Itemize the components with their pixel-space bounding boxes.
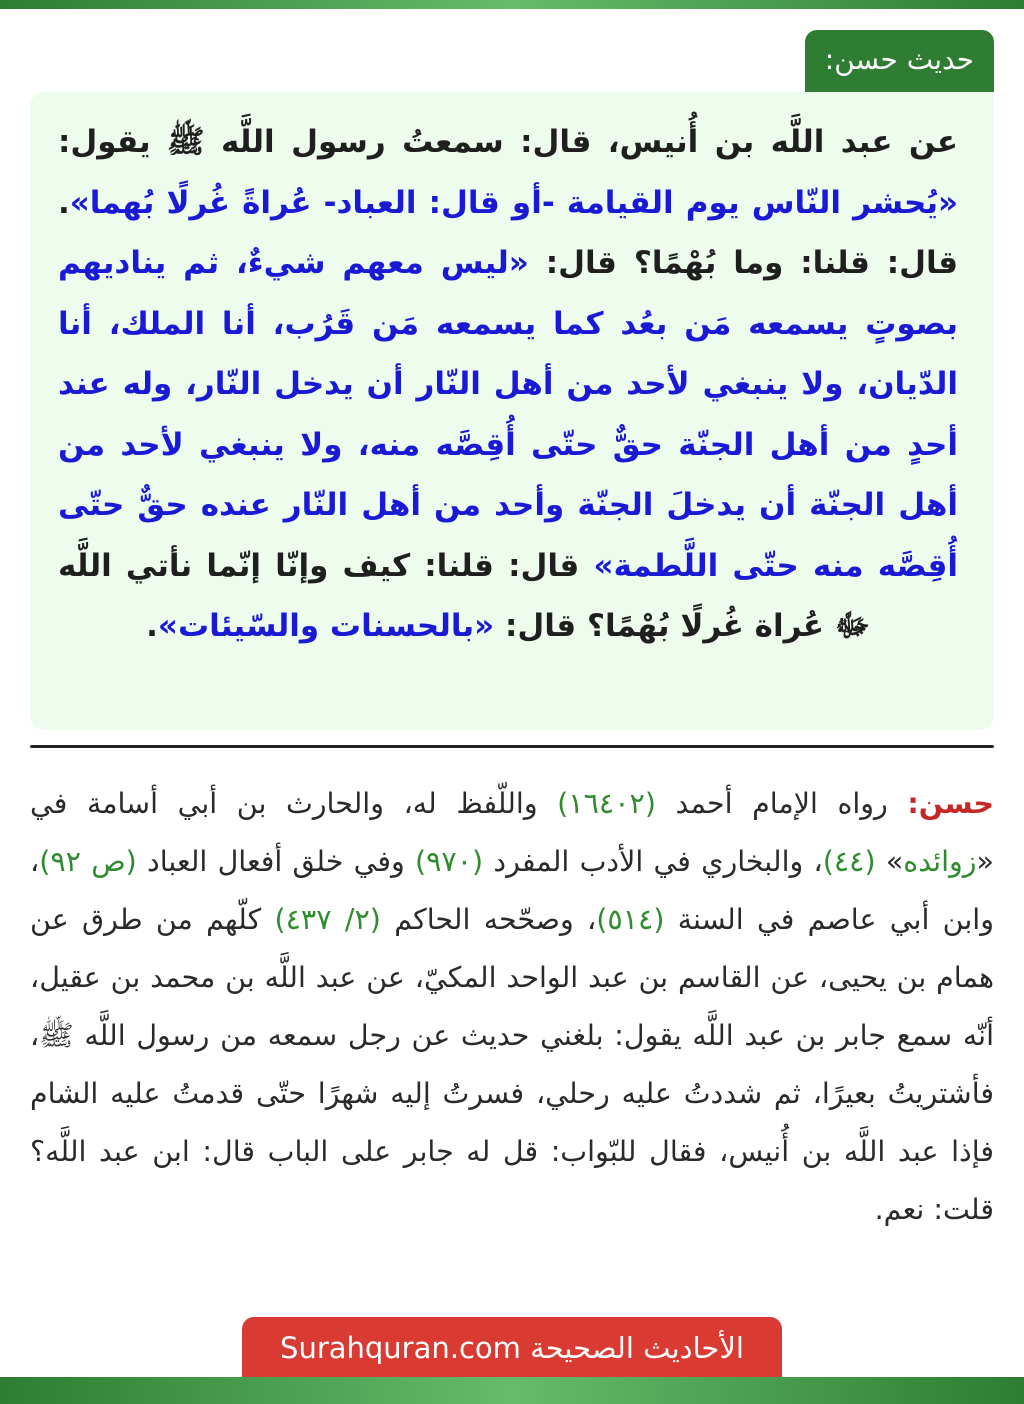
site-badge[interactable]: الأحاديث الصحيحة Surahquran.com [242,1317,782,1379]
hadith-quote-1: «يُحشر النّاس يوم القيامة -أو قال: العباد- عُراةً غُرلًا بُهما» [69,184,958,221]
top-accent-bar [0,0,1024,9]
commentary-text-3: » [875,845,904,878]
commentary-text-7: ، وصحّحه الحاكم [380,903,597,936]
reference-zawaid-number: (٤٤) [822,845,876,878]
reference-adab-mufrad: (٩٧٠) [414,845,484,878]
commentary-text-4: ، والبخاري في الأدب المفرد [483,845,823,878]
reference-ahmad: (١٦٤٠٢) [557,787,656,820]
commentary-text-6: ، وابن أبي عاصم في السنة [30,845,994,936]
hadith-mid-2: قال: قلنا: كيف وإنّا إنّما نأتي اللَّه ﷻ عُراة غُرلًا بُهْمًا؟ قال: [58,547,870,644]
reference-hakim: (٢/ ٤٣٧) [274,903,381,936]
hadith-intro: عن عبد اللَّه بن أُنيس، قال: سمعتُ رسول اللَّه ﷺ يقول: [58,124,958,160]
commentary-text-5: وفي خلق أفعال العباد [136,845,415,878]
reference-sunnah: (٥١٤) [596,903,665,936]
hadith-quote-3: «بالحسنات والسّيئات» [157,608,495,644]
commentary-grade: حسن: [907,787,994,820]
reference-zawaid-title: زوائده [903,845,977,878]
commentary-text-2: واللّفظ له، والحارث بن أبي أسامة في « [30,787,994,878]
reference-khalq-afal: (ص ٩٢) [39,845,137,878]
hadith-mid-1: . قال: قلنا: وما بُهْمًا؟ قال: [58,184,958,281]
takhrij-commentary [30,775,994,1239]
commentary-text-8: كلّهم من طرق عن همام بن يحيى، عن القاسم بن عبد الواحد المكيّ، عن عبد اللَّه بن محمد بن عقيل، أنّه سمع جابر بن عبد اللَّه يقول: بلغني حديث عن رجل سمعه من رسول اللَّه ﷺ، فأشتريتُ بعيرًا، ثم شددتُ عليه رحلي، فسرتُ إليه شهرًا حتّى قدمتُ عليه الشام فإذا عبد اللَّه بن أُنيس، فقال للبّواب: قل له جابر على الباب قال: ابن عبد اللَّه؟ قلت: نعم. [30,903,994,1226]
hadith-quote-2: «ليس معهم شيءٌ، ثم يناديهم بصوتٍ يسمعه مَن بعُد كما يسمعه مَن قَرُب، أنا الملك، أنا الدّيان، ولا ينبغي لأحد من أهل النّار أن يدخل النّار، وله عند أحدٍ من أهل الجنّة حقٌّ حتّى أُقِصَّه منه، ولا ينبغي لأحد من أهل الجنّة أن يدخلَ الجنّة وأحد من أهل النّار عنده حقٌّ حتّى أُقِصَّه منه حتّى اللَّطمة» [58,245,958,584]
hadith-text-box [30,92,994,730]
section-divider [30,745,994,748]
hadith-grade-label: حديث حسن: [805,30,994,92]
commentary-text-1: رواه الإمام أحمد [655,787,908,820]
hadith-end: . [146,608,158,644]
bottom-accent-bar [0,1377,1024,1404]
